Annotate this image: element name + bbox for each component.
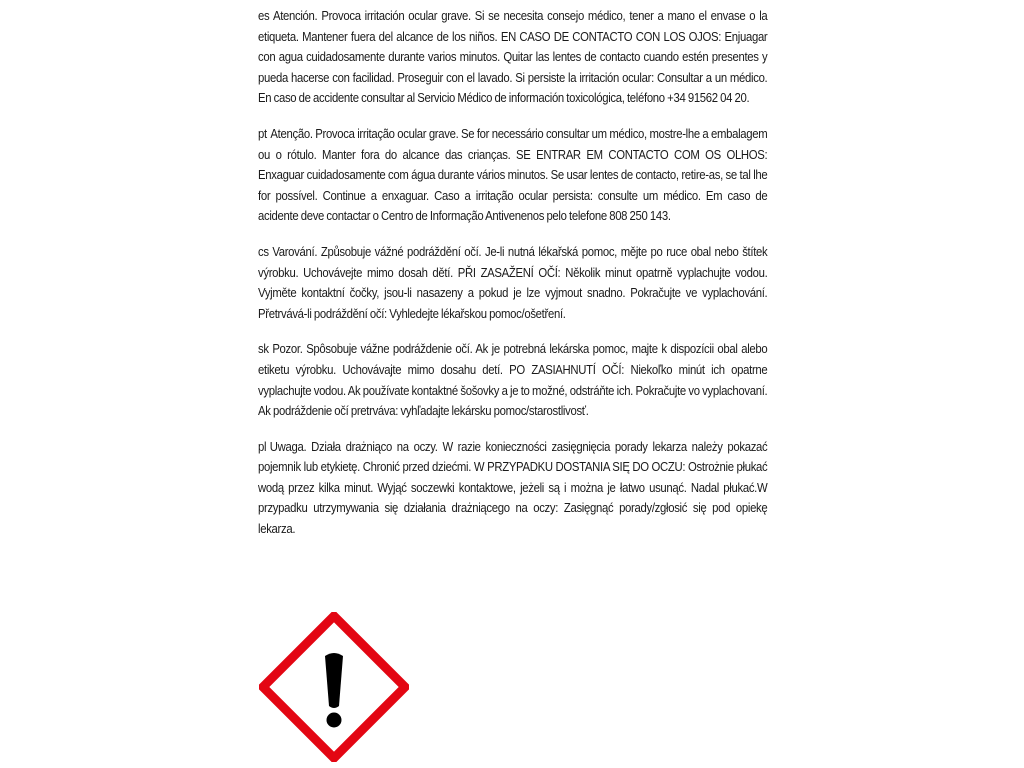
hazard-text-column bbox=[258, 6, 768, 555]
language-code: cs bbox=[258, 244, 269, 259]
hazard-section-pl bbox=[258, 437, 767, 540]
hazard-section-pt bbox=[258, 124, 767, 227]
hazard-statement: Pozor. Spôsobuje vážne podráždenie očí. Ak je potrebná lekárska pomoc, majte k dispozícii obal alebo etiketu výrobku. Uchovávajte mimo dosahu detí. PO ZASIAHNUTÍ OČÍ: Niekoľko minút ich opatrne vyplachujte vodou. Ak používate kontaktné šošovky a je to možné, odstráňte ich. Pokračujte vo vyplachovaní. Ak podráždenie očí pretrváva: vyhľadajte lekársku pomoc/starostlivosť. bbox=[258, 342, 768, 419]
hazard-section-es bbox=[258, 6, 767, 109]
hazard-statement: Varování. Způsobuje vážné podráždění očí. Je-li nutná lékařská pomoc, mějte po ruce obal nebo štítek výrobku. Uchovávejte mimo dosah dětí. PŘI ZASAŽENÍ OČÍ: Několik minut opatrně vyplachujte vodou. Vyjměte kontaktní čočky, jsou-li nasazeny a pokud je lze vyjmout snadno. Pokračujte ve vyplachování. Přetrvává-li podráždění očí: Vyhledejte lékařskou pomoc/ošetření. bbox=[258, 244, 768, 321]
hazard-section-cs bbox=[258, 242, 767, 324]
hazard-section-sk bbox=[258, 339, 767, 421]
hazard-statement: Atención. Provoca irritación ocular grave. Si se necesita consejo médico, tener a mano el envase o la etiqueta. Mantener fuera del alcance de los niños. EN CASO DE CONTACTO CON LOS OJOS: Enjuagar con agua cuidadosamente durante varios minutos. Quitar las lentes de contacto cuando estén presentes y pueda hacerse con facilidad. Proseguir con el lavado. Si persiste la irritación ocular: Consultar a un médico. En caso de accidente consultar al Servicio Médico de información toxicológica, teléfono +34 91562 04 20. bbox=[258, 9, 768, 106]
hazard-statement: Atenção. Provoca irritação ocular grave. Se for necessário consultar um médico, mostre-lhe a embalagem ou o rótulo. Manter fora do alcance das crianças. SE ENTRAR EM CONTACTO COM OS OLHOS: Enxaguar cuidadosamente com água durante vários minutos. Se usar lentes de contacto, retire-as, se tal lhe for possível. Continue a enxaguar. Caso a irritação ocular persista: consulte um médico. Em caso de acidente deve contactar o Centro de Informação Antivenenos pelo telefone 808 250 143. bbox=[258, 126, 768, 224]
language-code: es bbox=[258, 9, 270, 23]
language-code: sk bbox=[258, 342, 269, 357]
exclamation-dot bbox=[327, 713, 342, 728]
language-code: pl bbox=[258, 439, 267, 454]
language-code: pt bbox=[258, 126, 267, 141]
ghs-exclamation-mark-icon bbox=[259, 612, 409, 762]
hazard-statement: Uwaga. Działa drażniąco na oczy. W razie konieczności zasięgnięcia porady lekarza należy pokazać pojemnik lub etykietę. Chronić przed dziećmi. W PRZYPADKU DOSTANIA SIĘ DO OCZU: Ostrożnie płukać wodą przez kilka minut. Wyjąć soczewki kontaktowe, jeżeli są i można je łatwo usunąć. Nadal płukać.W przypadku utrzymywania się działania drażniącego na oczy: Zasięgnąć porady/zgłosić się pod opiekę lekarza. bbox=[258, 439, 768, 537]
